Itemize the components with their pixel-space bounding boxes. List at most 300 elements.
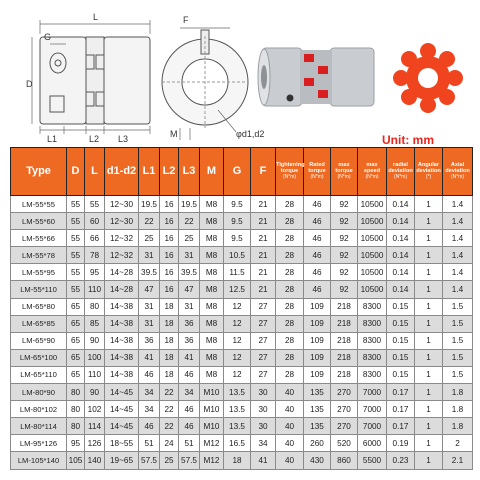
table-cell: 36: [179, 315, 200, 332]
product-illustration: [0, 0, 480, 148]
table-cell: 46: [304, 196, 331, 213]
table-cell: 1.8: [443, 418, 473, 435]
table-cell: M8: [200, 230, 224, 247]
column-header: L3: [179, 148, 200, 196]
table-cell: M8: [200, 196, 224, 213]
table-cell: 19.5: [139, 196, 160, 213]
table-cell: 12~30: [105, 196, 139, 213]
table-cell: 22: [179, 213, 200, 230]
table-cell: 1: [415, 452, 443, 469]
table-cell: 28: [276, 264, 304, 281]
table-cell: 28: [276, 366, 304, 383]
table-cell: 92: [331, 264, 358, 281]
table-cell: M12: [200, 435, 224, 452]
table-cell: 36: [179, 332, 200, 349]
table-cell: 55: [67, 264, 85, 281]
table-cell: 95: [85, 264, 105, 281]
table-cell: M10: [200, 418, 224, 435]
table-cell: M8: [200, 349, 224, 366]
table-cell: 1.8: [443, 401, 473, 418]
table-cell: 18: [160, 349, 179, 366]
table-cell: 6000: [358, 435, 387, 452]
table-row: [11, 196, 473, 213]
table-row: [11, 332, 473, 349]
table-row: [11, 349, 473, 366]
table-cell: 12~32: [105, 230, 139, 247]
table-cell: 14~38: [105, 349, 139, 366]
table-body: [11, 196, 473, 470]
table-cell: 10500: [358, 213, 387, 230]
table-cell: 80: [67, 418, 85, 435]
table-cell: 109: [304, 315, 331, 332]
table-cell: 40: [276, 401, 304, 418]
table-cell: 16: [160, 247, 179, 264]
table-cell: 1: [415, 247, 443, 264]
table-row: [11, 452, 473, 469]
table-cell: 18: [160, 332, 179, 349]
table-cell: 9.5: [224, 213, 251, 230]
table-cell: 41: [179, 349, 200, 366]
table-cell: 34: [139, 401, 160, 418]
column-header-unit: (°): [425, 173, 432, 180]
table-row: [11, 281, 473, 298]
table-cell: 1.4: [443, 281, 473, 298]
table-cell: 8300: [358, 315, 387, 332]
column-header: [304, 148, 331, 196]
table-cell: 0.19: [387, 435, 415, 452]
table-cell: 80: [67, 384, 85, 401]
table-cell: 34: [179, 384, 200, 401]
table-cell: 1.4: [443, 264, 473, 281]
table-cell: 16: [160, 264, 179, 281]
table-cell: 55: [67, 281, 85, 298]
type-cell: LM-105*140: [11, 452, 67, 469]
type-cell: LM-55*66: [11, 230, 67, 247]
table-cell: 51: [179, 435, 200, 452]
table-cell: 126: [85, 435, 105, 452]
table-cell: 1: [415, 230, 443, 247]
type-cell: LM-80*102: [11, 401, 67, 418]
table-cell: 16.5: [224, 435, 251, 452]
table-cell: 65: [67, 366, 85, 383]
table-cell: 0.15: [387, 366, 415, 383]
table-cell: 46: [179, 366, 200, 383]
table-cell: 114: [85, 418, 105, 435]
column-header: L2: [160, 148, 179, 196]
table-cell: 92: [331, 281, 358, 298]
table-cell: 1: [415, 196, 443, 213]
column-header: G: [224, 148, 251, 196]
table-cell: 0.23: [387, 452, 415, 469]
table-row: [11, 315, 473, 332]
table-cell: 78: [85, 247, 105, 264]
column-header: F: [251, 148, 276, 196]
column-header: [358, 148, 387, 196]
table-cell: 30: [251, 418, 276, 435]
table-cell: M8: [200, 247, 224, 264]
table-cell: 21: [251, 230, 276, 247]
coupling-side-view: [40, 37, 150, 124]
table-cell: 1.4: [443, 196, 473, 213]
table-cell: 22: [160, 384, 179, 401]
table-cell: 1.5: [443, 349, 473, 366]
table-cell: 51: [139, 435, 160, 452]
table-cell: 1: [415, 418, 443, 435]
table-cell: 1: [415, 315, 443, 332]
table-cell: 21: [251, 264, 276, 281]
table-cell: 28: [276, 230, 304, 247]
table-row: [11, 213, 473, 230]
table-cell: 21: [251, 281, 276, 298]
table-cell: 46: [304, 213, 331, 230]
table-cell: 1.8: [443, 384, 473, 401]
table-cell: 18: [160, 315, 179, 332]
unit-value: mm: [412, 133, 435, 147]
table-cell: 14~38: [105, 298, 139, 315]
dim-L-label: L: [93, 12, 99, 22]
table-cell: 22: [160, 401, 179, 418]
table-cell: 34: [251, 435, 276, 452]
type-cell: LM-55*78: [11, 247, 67, 264]
table-cell: 110: [85, 366, 105, 383]
column-header-label: Tightening torque: [276, 162, 305, 174]
table-cell: 18: [224, 452, 251, 469]
coupling-photo: [258, 48, 374, 106]
table-cell: 0.14: [387, 213, 415, 230]
table-cell: 218: [331, 332, 358, 349]
table-cell: 14~28: [105, 281, 139, 298]
type-cell: LM-65*90: [11, 332, 67, 349]
table-cell: 860: [331, 452, 358, 469]
type-cell: LM-55*95: [11, 264, 67, 281]
table-cell: 31: [179, 298, 200, 315]
table-cell: 28: [276, 349, 304, 366]
table-cell: 28: [276, 298, 304, 315]
table-cell: 0.15: [387, 298, 415, 315]
table-row: [11, 418, 473, 435]
unit-label-text: Unit:: [382, 133, 410, 147]
table-cell: 1: [415, 332, 443, 349]
table-cell: 40: [276, 418, 304, 435]
table-cell: 21: [251, 196, 276, 213]
table-cell: 31: [179, 247, 200, 264]
table-cell: 36: [139, 332, 160, 349]
column-header-label: max speed: [363, 162, 381, 174]
table-cell: 60: [85, 213, 105, 230]
table-cell: 1.5: [443, 366, 473, 383]
table-cell: 27: [251, 332, 276, 349]
table-cell: 9.5: [224, 196, 251, 213]
spider-element-icon: [393, 43, 463, 113]
table-cell: 55: [67, 247, 85, 264]
table-cell: 95: [67, 435, 85, 452]
table-cell: 270: [331, 418, 358, 435]
table-cell: 109: [304, 298, 331, 315]
table-cell: 13.5: [224, 418, 251, 435]
table-cell: 12~30: [105, 213, 139, 230]
table-cell: M8: [200, 366, 224, 383]
dim-L1-label: L1: [47, 134, 58, 144]
type-cell: LM-55*60: [11, 213, 67, 230]
column-header-unit: (N*m): [282, 173, 297, 180]
table-cell: 218: [331, 366, 358, 383]
table-cell: 85: [85, 315, 105, 332]
table-cell: 8300: [358, 366, 387, 383]
table-cell: 28: [276, 196, 304, 213]
column-header: [415, 148, 443, 196]
column-header-unit: (N*m): [393, 173, 408, 180]
table-cell: 65: [67, 332, 85, 349]
table-cell: 14~28: [105, 264, 139, 281]
table-cell: 7000: [358, 384, 387, 401]
table-cell: 46: [179, 401, 200, 418]
table-cell: 5500: [358, 452, 387, 469]
table-cell: 46: [179, 418, 200, 435]
type-cell: LM-55*110: [11, 281, 67, 298]
table-cell: 8300: [358, 349, 387, 366]
table-cell: 14~45: [105, 384, 139, 401]
table-cell: 46: [139, 366, 160, 383]
table-cell: 0.15: [387, 349, 415, 366]
table-cell: 1: [415, 213, 443, 230]
table-cell: 1: [415, 349, 443, 366]
table-cell: 135: [304, 384, 331, 401]
table-cell: 55: [67, 196, 85, 213]
dimension-drawing: [0, 0, 480, 148]
table-cell: 1.5: [443, 332, 473, 349]
table-cell: 27: [251, 315, 276, 332]
table-cell: 25: [139, 230, 160, 247]
table-cell: 57.5: [179, 452, 200, 469]
table-cell: 80: [85, 298, 105, 315]
table-cell: 27: [251, 366, 276, 383]
table-cell: 218: [331, 298, 358, 315]
table-cell: 140: [85, 452, 105, 469]
table-cell: 65: [67, 315, 85, 332]
table-cell: 31: [139, 298, 160, 315]
spec-table: [10, 147, 473, 470]
table-cell: 40: [276, 435, 304, 452]
table-cell: 109: [304, 349, 331, 366]
table-cell: 25: [179, 230, 200, 247]
table-cell: 13.5: [224, 401, 251, 418]
table-cell: 30: [251, 384, 276, 401]
table-cell: 14~38: [105, 332, 139, 349]
table-cell: 10500: [358, 247, 387, 264]
column-header-label: Angular deviation: [416, 162, 441, 174]
table-cell: 109: [304, 332, 331, 349]
table-cell: 21: [251, 247, 276, 264]
table-cell: M8: [200, 315, 224, 332]
table-cell: M8: [200, 332, 224, 349]
table-row: [11, 230, 473, 247]
table-cell: 28: [276, 281, 304, 298]
table-row: [11, 247, 473, 264]
table-cell: 102: [85, 401, 105, 418]
table-cell: 1: [415, 401, 443, 418]
table-cell: 57.5: [139, 452, 160, 469]
table-cell: 46: [304, 264, 331, 281]
table-cell: 39.5: [179, 264, 200, 281]
table-cell: 19.5: [179, 196, 200, 213]
table-cell: 16: [160, 213, 179, 230]
table-cell: 40: [276, 384, 304, 401]
table-cell: 100: [85, 349, 105, 366]
table-cell: 40: [276, 452, 304, 469]
type-cell: LM-95*126: [11, 435, 67, 452]
table-cell: 16: [160, 281, 179, 298]
table-cell: 0.14: [387, 264, 415, 281]
table-cell: 1: [415, 281, 443, 298]
table-row: [11, 401, 473, 418]
table-cell: 18~55: [105, 435, 139, 452]
table-cell: M10: [200, 384, 224, 401]
table-cell: 30: [251, 401, 276, 418]
table-cell: 90: [85, 384, 105, 401]
table-row: [11, 435, 473, 452]
column-header: [276, 148, 304, 196]
table-cell: 18: [160, 366, 179, 383]
table-cell: 28: [276, 315, 304, 332]
table-cell: 92: [331, 196, 358, 213]
table-cell: 14~45: [105, 418, 139, 435]
table-row: [11, 298, 473, 315]
type-cell: LM-80*90: [11, 384, 67, 401]
table-cell: M8: [200, 264, 224, 281]
table-cell: 55: [67, 230, 85, 247]
table-cell: 135: [304, 418, 331, 435]
table-cell: 12.5: [224, 281, 251, 298]
table-cell: M12: [200, 452, 224, 469]
table-cell: 520: [331, 435, 358, 452]
dim-F-label: F: [183, 15, 189, 25]
table-row: [11, 264, 473, 281]
table-cell: 218: [331, 315, 358, 332]
table-cell: 92: [331, 247, 358, 264]
table-cell: 80: [67, 401, 85, 418]
table-cell: 0.14: [387, 247, 415, 264]
table-cell: 0.14: [387, 281, 415, 298]
table-cell: 10500: [358, 196, 387, 213]
table-cell: 0.14: [387, 230, 415, 247]
table-cell: 135: [304, 401, 331, 418]
table-cell: 12~32: [105, 247, 139, 264]
table-cell: 7000: [358, 418, 387, 435]
table-cell: 46: [304, 281, 331, 298]
table-cell: 16: [160, 230, 179, 247]
table-cell: 1.4: [443, 230, 473, 247]
table-cell: 31: [139, 315, 160, 332]
table-cell: 25: [160, 452, 179, 469]
dim-G-label: G: [44, 32, 52, 42]
table-cell: 1: [415, 298, 443, 315]
column-header: Type: [11, 148, 67, 196]
table-cell: 21: [251, 213, 276, 230]
type-cell: LM-65*85: [11, 315, 67, 332]
table-cell: 16: [160, 196, 179, 213]
table-cell: 24: [160, 435, 179, 452]
table-cell: 22: [160, 418, 179, 435]
table-cell: 27: [251, 298, 276, 315]
table-cell: 218: [331, 349, 358, 366]
table-cell: 9.5: [224, 230, 251, 247]
column-header: D: [67, 148, 85, 196]
table-cell: 105: [67, 452, 85, 469]
type-cell: LM-65*110: [11, 366, 67, 383]
table-cell: 22: [139, 213, 160, 230]
column-header: M: [200, 148, 224, 196]
table-cell: 14~38: [105, 315, 139, 332]
table-cell: 1: [415, 264, 443, 281]
dim-D-label: D: [26, 79, 33, 89]
table-cell: 110: [85, 281, 105, 298]
column-header: d1-d2: [105, 148, 139, 196]
table-cell: 90: [85, 332, 105, 349]
table-cell: 1.4: [443, 247, 473, 264]
table-cell: 46: [139, 418, 160, 435]
column-header-label: Axial deviation: [445, 162, 470, 174]
column-header: [387, 148, 415, 196]
table-cell: 8300: [358, 332, 387, 349]
table-cell: 8300: [358, 298, 387, 315]
table-cell: 55: [85, 196, 105, 213]
table-cell: 28: [276, 213, 304, 230]
table-row: [11, 384, 473, 401]
table-cell: M8: [200, 298, 224, 315]
table-cell: 10500: [358, 281, 387, 298]
table-cell: 92: [331, 213, 358, 230]
table-cell: M8: [200, 281, 224, 298]
table-cell: 0.17: [387, 401, 415, 418]
table-cell: 1: [415, 366, 443, 383]
table-cell: 28: [276, 332, 304, 349]
dim-L2-label: L2: [89, 134, 100, 144]
table-cell: 12: [224, 298, 251, 315]
table-cell: 65: [67, 349, 85, 366]
table-cell: 0.15: [387, 332, 415, 349]
table-cell: 34: [139, 384, 160, 401]
table-cell: 19~65: [105, 452, 139, 469]
column-header: [331, 148, 358, 196]
type-cell: LM-55*55: [11, 196, 67, 213]
table-cell: 1.5: [443, 298, 473, 315]
table-cell: 65: [67, 298, 85, 315]
dim-bore-label: φd1,d2: [236, 129, 265, 139]
table-cell: 55: [67, 213, 85, 230]
table-cell: 41: [139, 349, 160, 366]
column-header: L: [85, 148, 105, 196]
table-cell: 12: [224, 349, 251, 366]
table-cell: 1: [415, 384, 443, 401]
table-cell: M8: [200, 213, 224, 230]
column-header: [443, 148, 473, 196]
column-header-unit: (N*m): [365, 173, 379, 180]
column-header-label: max torque: [335, 162, 353, 174]
coupling-front-view: [162, 28, 248, 140]
column-header-label: Rated torque: [308, 162, 326, 174]
table-cell: 47: [139, 281, 160, 298]
table-cell: 2.1: [443, 452, 473, 469]
table-cell: 10500: [358, 230, 387, 247]
table-cell: 13.5: [224, 384, 251, 401]
type-cell: LM-80*114: [11, 418, 67, 435]
table-cell: 12: [224, 366, 251, 383]
table-cell: 270: [331, 401, 358, 418]
column-header-unit: (N*m): [310, 173, 324, 180]
table-cell: 28: [276, 247, 304, 264]
table-cell: 27: [251, 349, 276, 366]
table-cell: 12: [224, 332, 251, 349]
